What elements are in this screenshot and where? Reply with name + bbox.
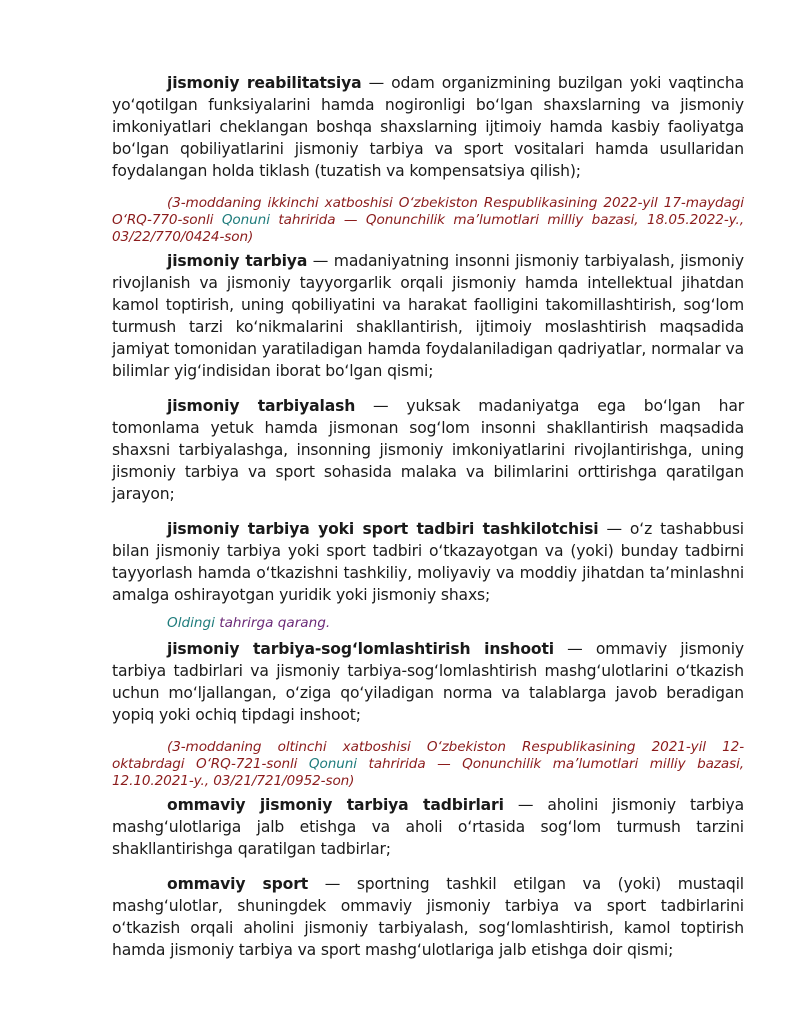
document-page bbox=[112, 72, 744, 974]
previous-edition-text[interactable]: tahrirga qarang. bbox=[219, 615, 331, 631]
previous-edition-anchor[interactable]: Oldingi bbox=[167, 615, 215, 631]
definition-text: — odam organizmining buzilgan yoki vaqtincha yo‘qotilgan funksiyalarini hamda nogironligi bo‘lgan shaxslarning va jismoniy imkoniyatlari cheklangan boshqa shaxslarning ijtimoiy hamda kasbiy faoliyatga bo‘lgan qobiliyatlarini jismoniy tarbiya va sport vositalari hamda usullaridan foydalangan holda tiklash (tuzatish va kompensatsiya qilish); bbox=[112, 74, 744, 180]
definition-text: — yuksak madaniyatga ega bo‘lgan har tomonlama yetuk hamda jismonan sog‘lom insonni shakllantirish maqsadida shaxsni tarbiyalashga, insonning jismoniy imkoniyatlarini rivojlantirishga, uning jismoniy tarbiya va sport sohasida malaka va bilimlarini orttirishga qaratilgan jarayon; bbox=[112, 397, 744, 503]
definition-paragraph bbox=[112, 518, 744, 606]
amendment-note bbox=[112, 739, 744, 790]
amendment-note bbox=[112, 195, 744, 246]
definition-text: — ommaviy jismoniy tarbiya tadbirlari va jismoniy tarbiya-sog‘lomlashtirish mashg‘ulotlarini o‘tkazish uchun mo‘ljallangan, o‘ziga qo‘yiladigan norma va talablarga javob beradigan yopiq yoki ochiq tipdagi inshoot; bbox=[112, 640, 744, 724]
law-link[interactable]: Qonuni bbox=[221, 212, 270, 228]
definition-paragraph bbox=[112, 638, 744, 726]
definition-term: jismoniy tarbiya-sog‘lomlashtirish inshooti bbox=[167, 640, 554, 658]
definition-text: — sportning tashkil etilgan va (yoki) mustaqil mashg‘ulotlar, shuningdek ommaviy jismoniy tarbiya va sport tadbirlarini o‘tkazish orqali aholini jismoniy tarbiyalash, sog‘lomlashtirish, kamol toptirish hamda jismoniy tarbiya va sport mashg‘ulotlariga jalb etishga doir qismi; bbox=[112, 875, 744, 959]
definition-term: jismoniy tarbiyalash bbox=[167, 397, 356, 415]
law-link[interactable]: Qonuni bbox=[308, 756, 357, 772]
definition-paragraph bbox=[112, 873, 744, 961]
definition-paragraph bbox=[112, 395, 744, 505]
definition-paragraph bbox=[112, 72, 744, 182]
definition-paragraph bbox=[112, 794, 744, 860]
definition-text: — o‘z tashabbusi bilan jismoniy tarbiya yoki sport tadbiri o‘tkazayotgan va (yoki) bunday tadbirni tayyorlash hamda o‘tkazishni tashkiliy, moliyaviy va moddiy jihatdan ta’minlashni amalga oshirayotgan yuridik yoki jismoniy shaxs; bbox=[112, 520, 744, 604]
previous-edition-link bbox=[167, 615, 744, 632]
definition-term: jismoniy reabilitatsiya bbox=[167, 74, 362, 92]
definition-term: ommaviy sport bbox=[167, 875, 309, 893]
definition-term: ommaviy jismoniy tarbiya tadbirlari bbox=[167, 796, 504, 814]
definition-term: jismoniy tarbiya yoki sport tadbiri tashkilotchisi bbox=[167, 520, 599, 538]
amendment-note-text: tahririda — Qonunchilik ma’lumotlari milliy bazasi, 18.05.2022-y., 03/22/770/0424-son) bbox=[112, 212, 744, 245]
definition-text: — madaniyatning insonni jismoniy tarbiyalash, jismoniy rivojlanish va jismoniy tayyorgarlik orqali jismoniy hamda intellektual jihatdan kamol toptirish, uning qobiliyatini va harakat faolligini takomillashtirish, sog‘lom turmush tarzi ko‘nikmalarini shakllantirish, ijtimoiy moslashtirish maqsadida jamiyat tomonidan yaratiladigan hamda foydalaniladigan qadriyatlar, normalar va bilimlar yig‘indisidan iborat bo‘lgan qismi; bbox=[112, 252, 744, 380]
definition-paragraph bbox=[112, 250, 744, 382]
definition-term: jismoniy tarbiya bbox=[167, 252, 308, 270]
amendment-note-text: (3-moddaning ikkinchi xatboshisi O‘zbekiston Respublikasining 2022-yil 17-maydagi O‘RQ-770-sonli bbox=[112, 195, 744, 228]
definition-text: — aholini jismoniy tarbiya mashg‘ulotlariga jalb etishga va aholi o‘rtasida sog‘lom turmush tarzini shakllantirishga qaratilgan tadbirlar; bbox=[112, 796, 745, 858]
amendment-note-text: tahririda — Qonunchilik ma’lumotlari milliy bazasi, 12.10.2021-y., 03/21/721/0952-son) bbox=[112, 756, 745, 789]
amendment-note-text: (3-moddaning oltinchi xatboshisi O‘zbekiston Respublikasining 2021-yil 12-oktabrdagi O‘RQ-721-sonli bbox=[112, 739, 744, 772]
